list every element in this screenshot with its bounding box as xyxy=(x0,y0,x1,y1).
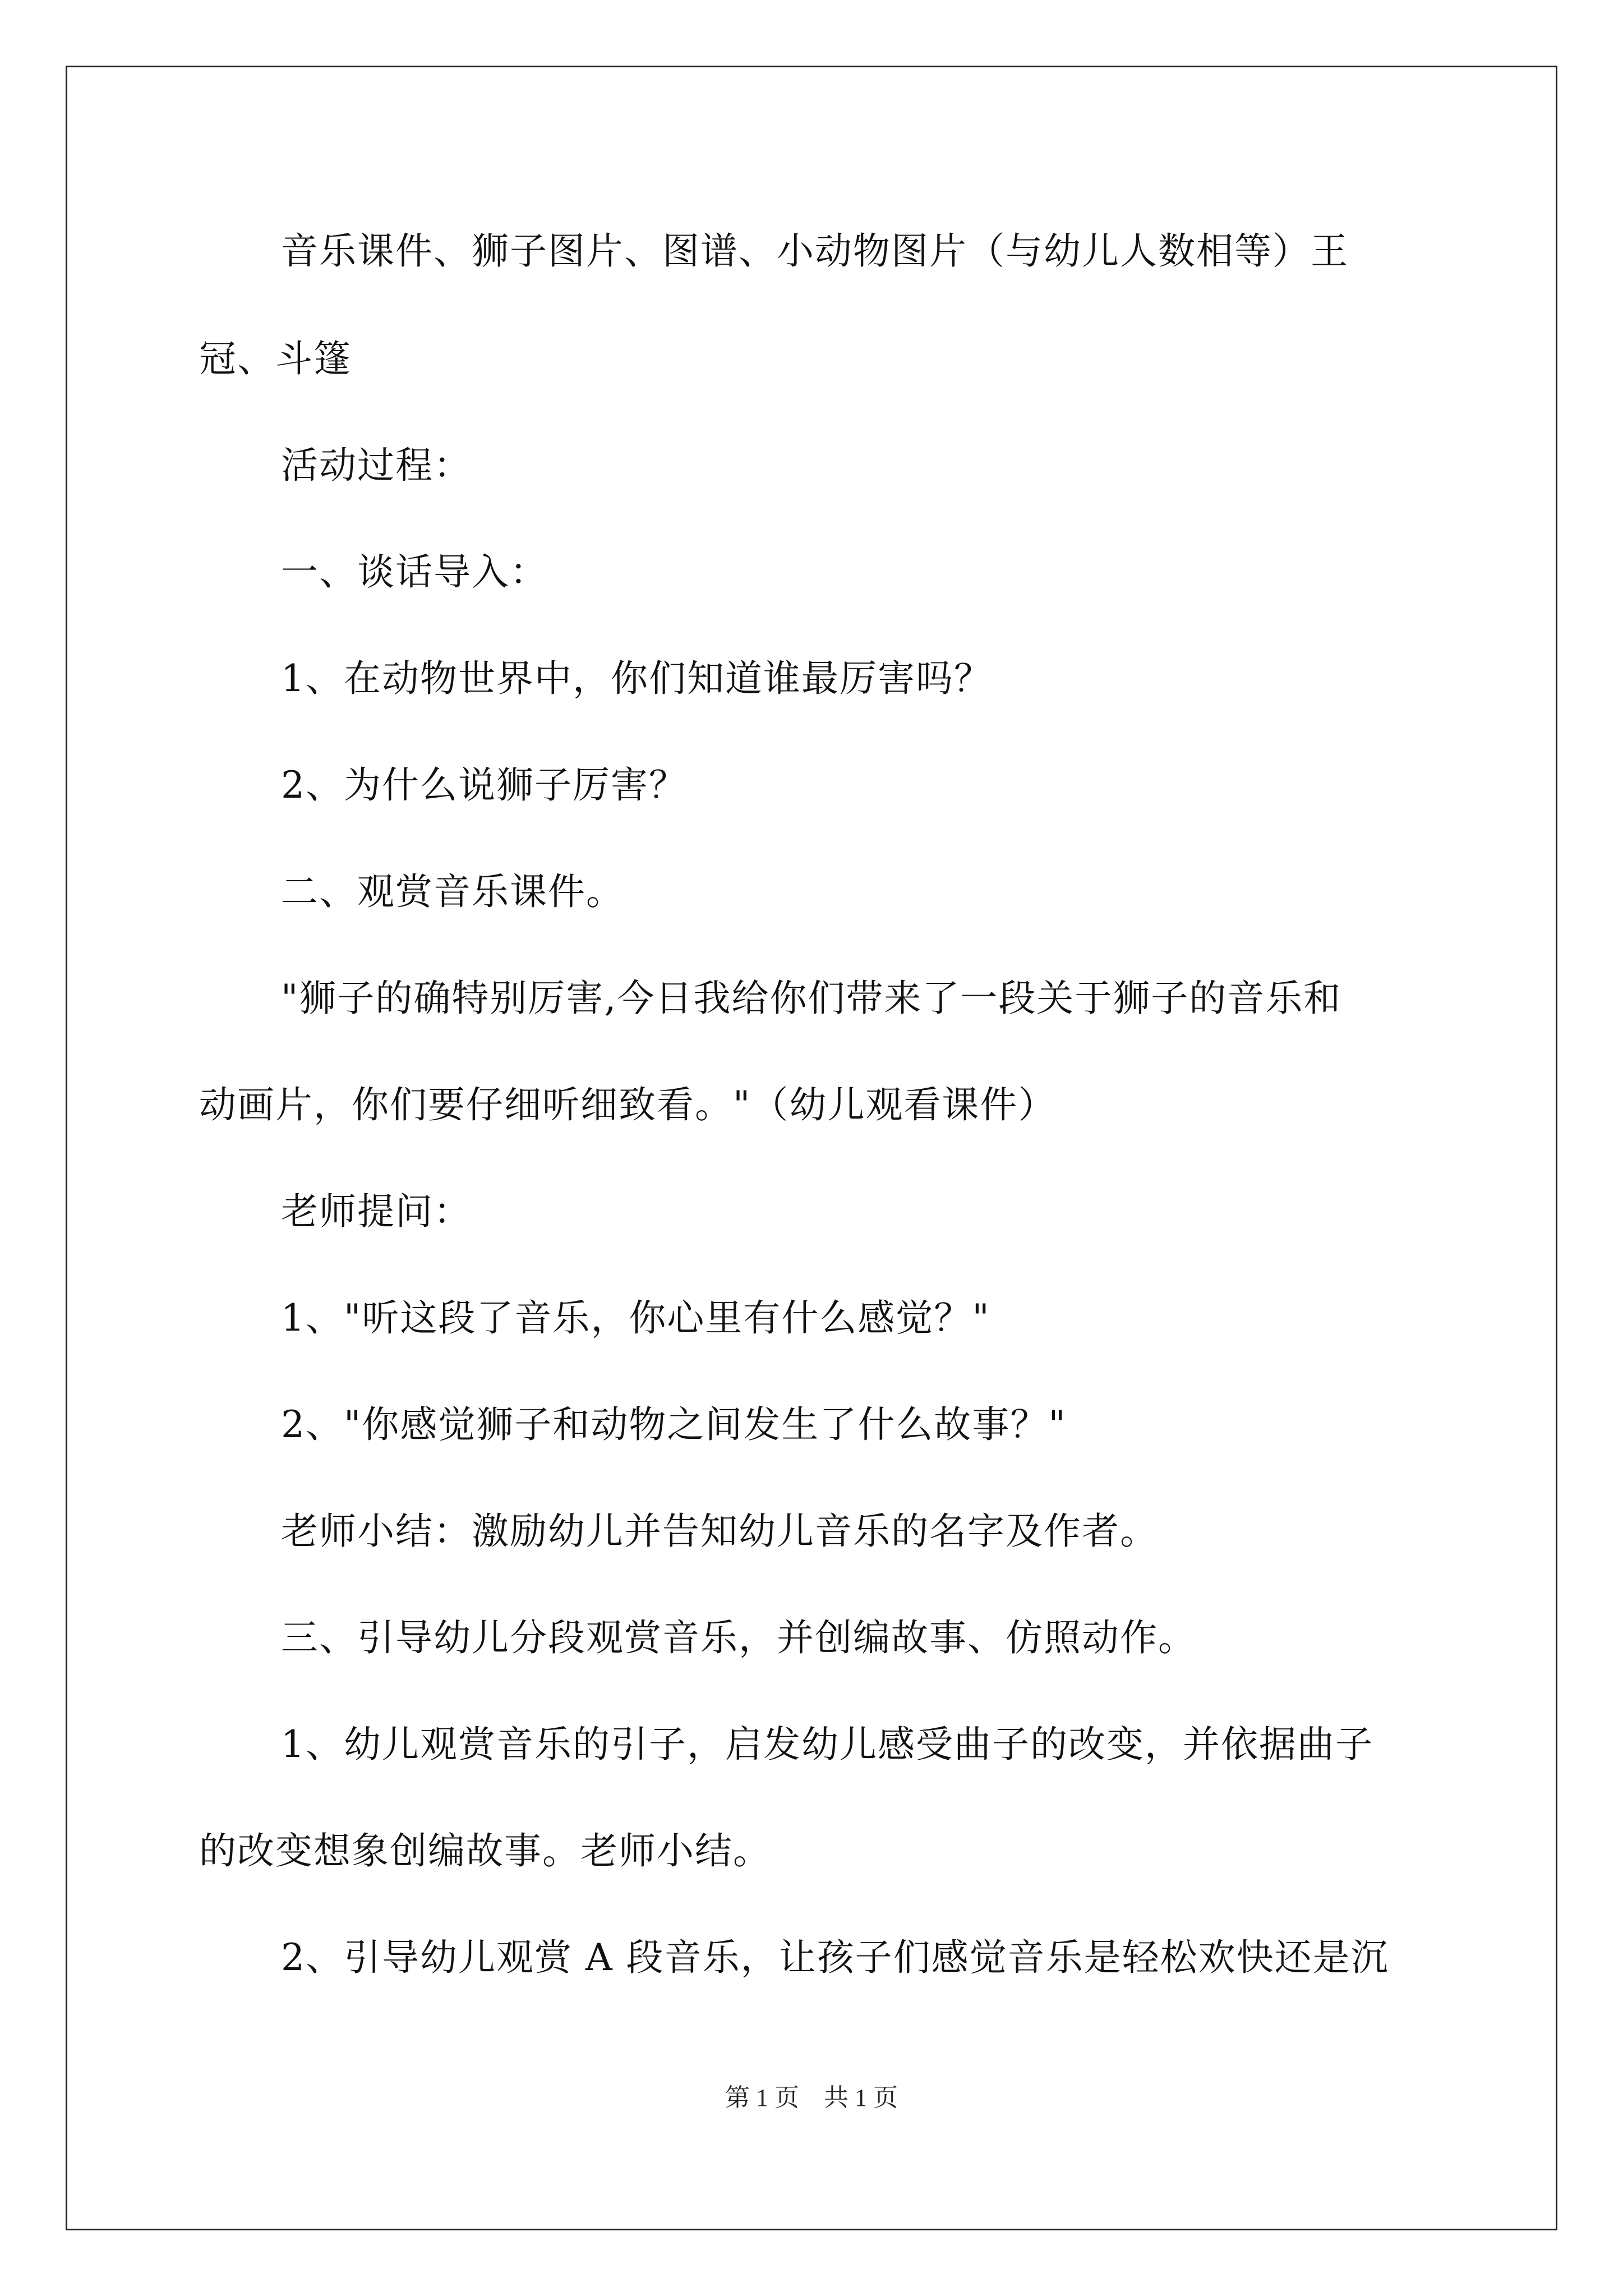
paragraph-materials-line-2: 冠、斗篷 xyxy=(199,337,352,380)
paragraph-intro-line-2: 动画片，你们要仔细听细致看。"（幼儿观看课件） xyxy=(199,1083,1057,1126)
heading-activity-process: 活动过程： xyxy=(281,444,472,487)
paragraph-intro-line-1: "狮子的确特别厉害,今日我给你们带来了一段关于狮子的音乐和 xyxy=(281,977,1342,1020)
page-number-footer: 第 1 页 共 1 页 xyxy=(725,2084,898,2111)
paragraph-materials-line-1: 音乐课件、狮子图片、图谱、小动物图片（与幼儿人数相等）王 xyxy=(281,229,1349,273)
page-border xyxy=(66,66,1557,2230)
question-2-1: 1、"听这段了音乐，你心里有什么感觉？" xyxy=(281,1296,990,1340)
step-3-1-line-1: 1、幼儿观赏音乐的引子，启发幼儿感受曲子的改变，并依据曲子 xyxy=(281,1723,1373,1766)
heading-teacher-questions: 老师提问： xyxy=(281,1190,472,1233)
step-3-1-line-2: 的改变想象创编故事。老师小结。 xyxy=(199,1829,771,1872)
heading-section-2: 二、观赏音乐课件。 xyxy=(281,870,624,913)
question-2-2: 2、"你感觉狮子和动物之间发生了什么故事？" xyxy=(281,1403,1067,1446)
heading-section-3: 三、引导幼儿分段观赏音乐，并创编故事、仿照动作。 xyxy=(281,1616,1196,1659)
heading-section-1: 一、谈话导入： xyxy=(281,550,548,593)
question-1-1: 1、在动物世界中，你们知道谁最厉害吗？ xyxy=(281,657,992,700)
teacher-summary: 老师小结：激励幼儿并告知幼儿音乐的名字及作者。 xyxy=(281,1510,1158,1553)
question-1-2: 2、为什么说狮子厉害？ xyxy=(281,763,687,807)
step-3-2-line-1: 2、引导幼儿观赏 A 段音乐，让孩子们感觉音乐是轻松欢快还是沉 xyxy=(281,1936,1389,1979)
